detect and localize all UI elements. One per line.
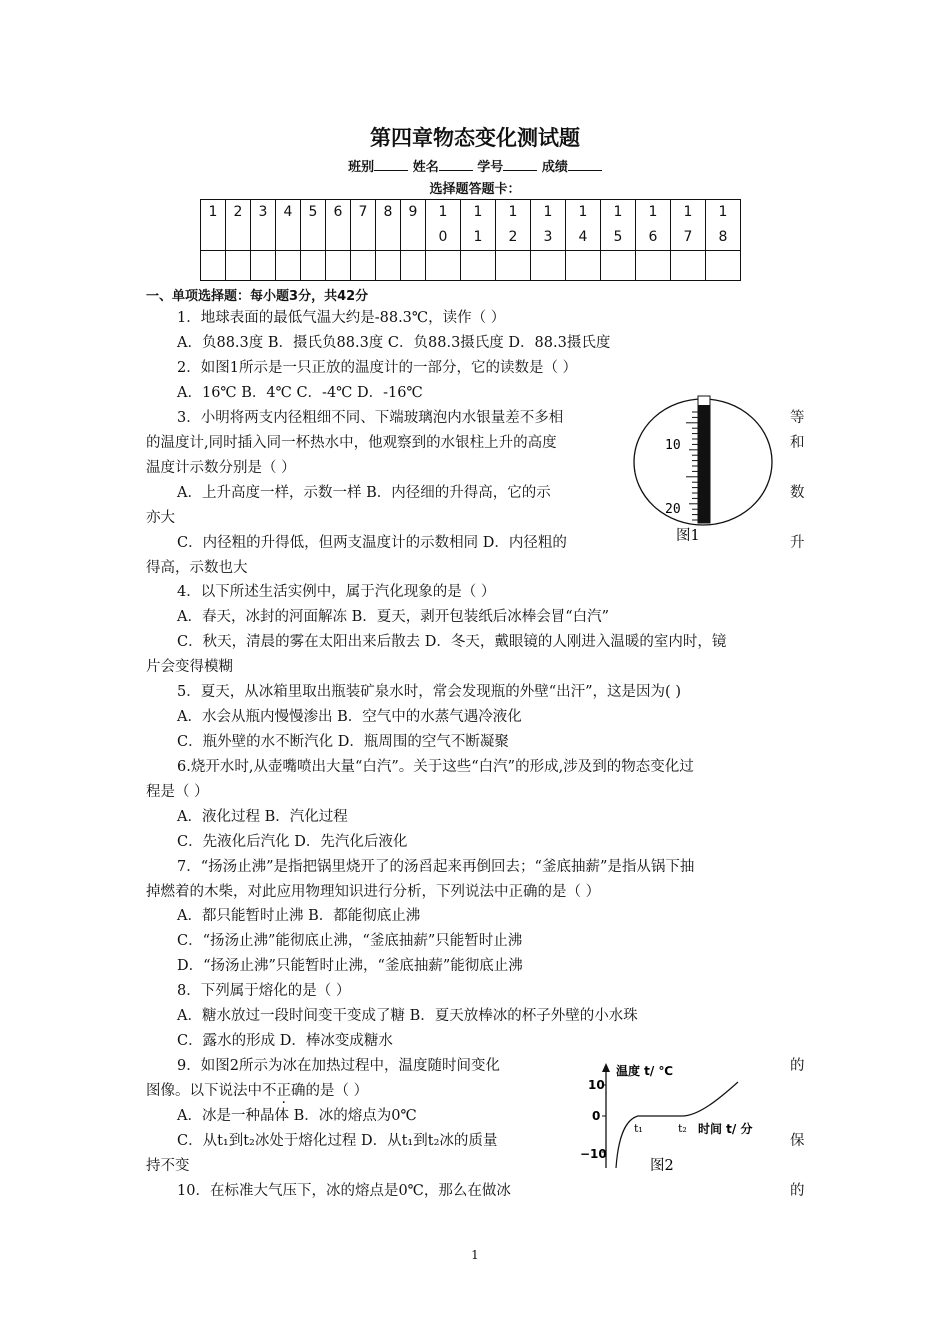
q8-options-ab: A．糖水放过一段时间变干变成了糖 B．夏天放棒冰的杯子外壁的小水珠 <box>177 1008 638 1024</box>
answer-card-number-digit: 1 <box>683 204 693 220</box>
y-tick-label-minus10: −10 <box>580 1147 607 1161</box>
score-label: 成绩 <box>541 160 568 175</box>
q9-line-e: 持不变 <box>146 1158 190 1174</box>
section-heading-suffix: 分 <box>355 289 369 304</box>
section-heading-mid: 分，共 <box>298 289 338 304</box>
id-label: 学号 <box>477 160 504 175</box>
answer-card-number-digit: 1 <box>648 204 658 220</box>
q10-text: 10．在标准大气压下，冰的熔点是0℃，那么在做冰 <box>177 1183 511 1199</box>
answer-card-number-cell <box>636 200 671 251</box>
answer-card-number-digit: 1 <box>613 204 623 220</box>
answer-card-number-cell <box>301 200 326 251</box>
x-mark-t1: t₁ <box>634 1122 643 1135</box>
class-blank[interactable] <box>374 158 408 171</box>
q5-text: 5．夏天，从冰箱里取出瓶装矿泉水时，常会发现瓶的外壁“出汗”，这是因为( ) <box>177 684 681 700</box>
answer-card-number-digit: 0 <box>438 229 448 245</box>
q3-line-b-end: 和 <box>790 435 805 451</box>
q2-options: A．16℃ B．4℃ C．-4℃ D．-16℃ <box>177 385 423 401</box>
q9-line-b-end: 的是（ ） <box>305 1083 369 1099</box>
answer-card-number-digit: 7 <box>683 229 693 245</box>
answer-card-answer-cell[interactable] <box>276 251 301 281</box>
q7-option-d: D．“扬汤止沸”只能暂时止沸，“釜底抽薪”能彻底止沸 <box>177 958 523 974</box>
q3-line-d: A．上升高度一样，示数一样 B．内径细的升得高，它的示 <box>177 485 551 501</box>
q1-text: 1．地球表面的最低气温大约是-88.3℃，读作（ ） <box>177 310 506 326</box>
q7-option-c: C．“扬汤止沸”能彻底止沸，“釜底抽薪”只能暂时止沸 <box>177 933 523 949</box>
mercury-column <box>698 405 710 523</box>
answer-card-number-digit: 8 <box>383 204 393 220</box>
answer-card-number-digit: 4 <box>578 229 588 245</box>
answer-card-number-digit: 1 <box>718 204 728 220</box>
q3-line-g: 得高，示数也大 <box>146 560 248 576</box>
answer-card-number-digit: 1 <box>543 204 553 220</box>
x-mark-t2: t₂ <box>678 1122 687 1135</box>
answer-card-answer-cell[interactable] <box>251 251 276 281</box>
answer-card-number-digit: 7 <box>358 204 368 220</box>
answer-card-answer-cell[interactable] <box>531 251 566 281</box>
q9-line-a-end: 的 <box>790 1058 805 1074</box>
answer-card-number-cell <box>566 200 601 251</box>
q4-options-cd-cont: 片会变得模糊 <box>146 659 233 675</box>
q10-text-end: 的 <box>790 1183 805 1199</box>
answer-card-answer-cell[interactable] <box>671 251 706 281</box>
q4-options-ab: A．春天，冰封的河面解冻 B．夏天，剥开包装纸后冰棒会冒“白汽” <box>177 609 610 625</box>
answer-card-number-cell <box>401 200 426 251</box>
answer-card-label: 选择题答题卡： <box>429 182 521 197</box>
q6-options-ab: A．液化过程 B．汽化过程 <box>177 809 348 825</box>
q9-options-ab: A．冰是一种晶体 B．冰的熔点为0℃ <box>177 1108 417 1124</box>
answer-card-number-digit: 6 <box>648 229 658 245</box>
q8-options-cd: C．露水的形成 D．棒冰变成糖水 <box>177 1033 393 1049</box>
answer-card-number-digit: 3 <box>543 229 553 245</box>
answer-card-answer-cell[interactable] <box>326 251 351 281</box>
answer-card-number-digit: 1 <box>473 229 483 245</box>
answer-card-number-row <box>201 200 741 251</box>
q4-text: 4．以下所述生活实例中，属于汽化现象的是（ ） <box>177 584 496 600</box>
answer-card-number-cell <box>706 200 741 251</box>
answer-card-number-digit: 8 <box>718 229 728 245</box>
answer-card-number-digit: 9 <box>408 204 418 220</box>
answer-card-number-digit: 4 <box>283 204 293 220</box>
answer-card-number-digit: 5 <box>613 229 623 245</box>
answer-card-number-cell <box>426 200 461 251</box>
figure2-heating-graph <box>578 1060 778 1178</box>
answer-card-answer-cell[interactable] <box>706 251 741 281</box>
q6-options-cd: C．先液化后汽化 D．先汽化后液化 <box>177 834 408 850</box>
section-heading-prefix: 一、单项选择题：每小题 <box>146 289 290 304</box>
answer-card-number-cell <box>201 200 226 251</box>
q9-line-b-start: 图像。以下说法中 <box>146 1083 262 1099</box>
q3-line-b: 的温度计,同时插入同一杯热水中，他观察到的水银柱上升的高度 <box>146 435 557 451</box>
q3-line-a-end: 等 <box>790 410 805 426</box>
page-title: 第四章物态变化测试题 <box>370 126 580 150</box>
y-tick-label-10: 10 <box>588 1078 605 1092</box>
answer-card-number-cell <box>671 200 706 251</box>
answer-card-answer-cell[interactable] <box>226 251 251 281</box>
name-blank[interactable] <box>439 158 473 171</box>
class-label: 班别 <box>348 160 375 175</box>
q3-line-a: 3．小明将两支内径粗细不同、下端玻璃泡内水银量差不多相 <box>177 410 564 426</box>
q9-line-a: 9．如图2所示为冰在加热过程中，温度随时间变化 <box>177 1058 500 1074</box>
answer-card-number-cell <box>251 200 276 251</box>
q4-options-cd: C．秋天，清晨的雾在太阳出来后散去 D．冬天，戴眼镜的人刚进入温暖的室内时，镜 <box>177 634 727 650</box>
answer-card-number-cell <box>226 200 251 251</box>
section-heading <box>146 285 368 304</box>
answer-card-answer-cell[interactable] <box>601 251 636 281</box>
answer-card-answer-cell[interactable] <box>401 251 426 281</box>
answer-card-number-cell <box>276 200 301 251</box>
q3-line-e: 亦大 <box>146 510 175 526</box>
x-axis-label: 时间 t/ 分 <box>698 1122 753 1136</box>
answer-card-answer-cell[interactable] <box>636 251 671 281</box>
name-label: 姓名 <box>412 160 439 175</box>
score-blank[interactable] <box>568 158 602 171</box>
q5-options-ab: A．水会从瓶内慢慢渗出 B．空气中的水蒸气遇冷液化 <box>177 709 522 725</box>
student-info-row <box>0 156 950 175</box>
answer-card-number-cell <box>376 200 401 251</box>
tick-label-10: 10 <box>665 438 681 453</box>
q8-text: 8．下列属于熔化的是（ ） <box>177 983 351 999</box>
q7-text: 7．“扬汤止沸”是指把锅里烧开了的汤舀起来再倒回去；“釜底抽薪”是指从锅下抽 <box>177 859 695 875</box>
answer-card-number-digit: 1 <box>508 204 518 220</box>
thermometer-scale <box>686 412 698 520</box>
q9-emphasis: 不正确 <box>262 1083 306 1099</box>
id-blank[interactable] <box>503 158 537 171</box>
answer-card-number-digit: 1 <box>473 204 483 220</box>
q7-options-ab: A．都只能暂时止沸 B．都能彻底止沸 <box>177 908 421 924</box>
answer-card-number-cell <box>531 200 566 251</box>
answer-card-answer-cell[interactable] <box>351 251 376 281</box>
answer-card-number-digit: 1 <box>578 204 588 220</box>
answer-card-number-cell <box>351 200 376 251</box>
answer-card-answer-cell[interactable] <box>566 251 601 281</box>
y-axis-label: 温度 t/ ℃ <box>616 1064 674 1078</box>
q3-line-f-end: 升 <box>790 535 805 551</box>
answer-card-answer-cell[interactable] <box>376 251 401 281</box>
q1-options: A．负88.3度 B．摄氏负88.3度 C．负88.3摄氏度 D．88.3摄氏度 <box>177 335 611 351</box>
answer-card-answer-cell[interactable] <box>301 251 326 281</box>
q6-text-cont: 程是（ ） <box>146 784 209 800</box>
figure1-caption: 图1 <box>676 528 700 544</box>
answer-card-number-digit: 2 <box>233 204 243 220</box>
section-total-points: 42 <box>337 289 356 304</box>
answer-card-number-digit: 1 <box>208 204 218 220</box>
answer-card-number-cell <box>326 200 351 251</box>
q3-line-f: C．内径粗的升得低，但两支温度计的示数相同 D．内径粗的 <box>177 535 567 551</box>
answer-card-answer-cell[interactable] <box>496 251 531 281</box>
q9-options-cd-end: 保 <box>790 1133 805 1149</box>
q5-options-cd: C．瓶外壁的水不断汽化 D．瓶周围的空气不断凝聚 <box>177 734 509 750</box>
answer-card-answer-cell[interactable] <box>426 251 461 281</box>
answer-card-number-cell <box>461 200 496 251</box>
q2-text: 2．如图1所示是一只正放的温度计的一部分，它的读数是（ ） <box>177 360 578 376</box>
answer-card-number-digit: 2 <box>508 229 518 245</box>
q3-line-c: 温度计示数分别是（ ） <box>146 460 296 476</box>
answer-card-number-cell <box>601 200 636 251</box>
figure1-thermometer <box>630 392 778 552</box>
figure2-caption: 图2 <box>650 1158 674 1174</box>
q7-text-cont: 掉燃着的木柴，对此应用物理知识进行分析，下列说法中正确的是（ ） <box>146 884 601 900</box>
q3-line-d-end: 数 <box>790 485 805 501</box>
answer-card-answer-cell[interactable] <box>461 251 496 281</box>
answer-card-table <box>200 199 741 281</box>
answer-card-number-cell <box>496 200 531 251</box>
q9-options-cd: C．从t₁到t₂冰处于熔化过程 D．从t₁到t₂冰的质量 <box>177 1133 498 1149</box>
answer-card-answer-row <box>201 251 741 281</box>
answer-card-number-digit: 3 <box>258 204 268 220</box>
y-axis-arrow <box>602 1063 610 1072</box>
page-number: 1 <box>471 1248 479 1262</box>
answer-card-number-digit: 6 <box>333 204 343 220</box>
answer-card-number-digit: 5 <box>308 204 318 220</box>
q9-line-b <box>146 1081 368 1101</box>
section-points-each: 3 <box>289 289 299 304</box>
answer-card-number-digit: 1 <box>438 204 448 220</box>
answer-card-answer-cell[interactable] <box>201 251 226 281</box>
q6-text: 6.烧开水时,从壶嘴喷出大量“白汽”。关于这些“白汽”的形成,涉及到的物态变化过 <box>177 759 694 775</box>
tick-label-20: 20 <box>665 502 681 517</box>
y-tick-label-0: 0 <box>592 1109 601 1123</box>
